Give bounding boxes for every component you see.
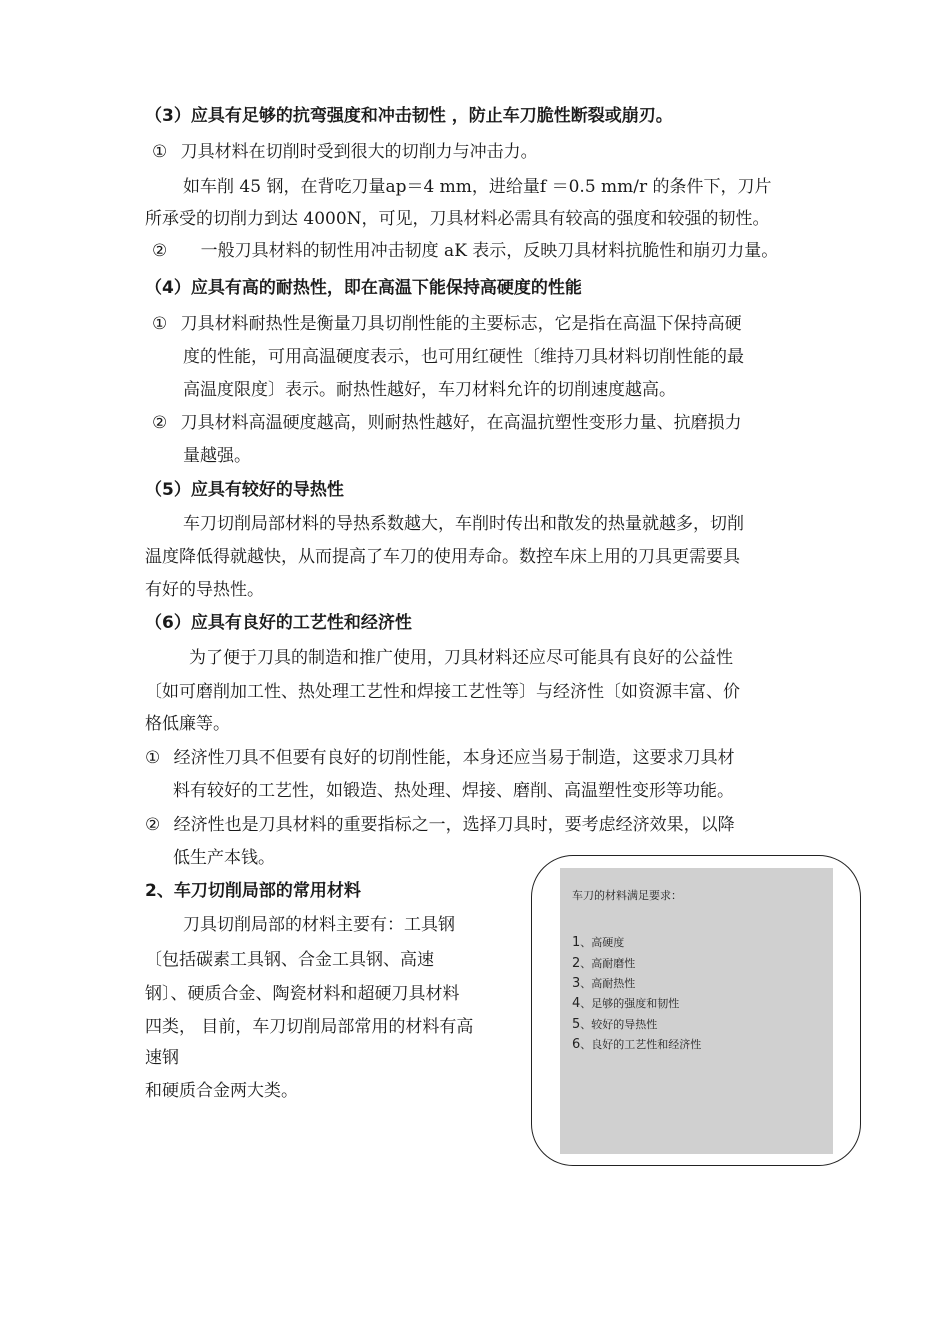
item-marker: ② bbox=[152, 413, 168, 433]
section-3-item-2 bbox=[152, 241, 778, 261]
callout-item-number: 5 bbox=[572, 1017, 581, 1032]
section-4-item-1-line-3: 高温度限度〕表示。耐热性越好，车刀材料允许的切削速度越高。 bbox=[183, 380, 676, 400]
callout-item bbox=[572, 975, 635, 991]
callout-item bbox=[572, 955, 635, 971]
section-2-line-3: 钢〕、硬质合金、陶瓷材料和超硬刀具材料 bbox=[145, 984, 460, 1004]
item-marker: ① bbox=[145, 748, 161, 768]
item-text: 经济性刀具不但要有良好的切削性能，本身还应当易于制造，这要求刀具材 bbox=[173, 748, 735, 768]
item-marker: ① bbox=[152, 142, 168, 162]
item-text: 刀具材料耐热性是衡量刀具切削性能的主要标志，它是指在高温下保持高硬 bbox=[180, 314, 742, 334]
section-3-para-line-1: 如车削 45 钢，在背吃刀量ap＝4 mm，进给量f ＝0.5 mm/r 的条件下，刀片 bbox=[183, 177, 772, 197]
section-6-line-3: 格低廉等。 bbox=[145, 714, 230, 734]
section-6-line-2: 〔如可磨削加工性、热处理工艺性和焊接工艺性等〕与经济性〔如资源丰富、价 bbox=[145, 682, 740, 702]
callout-item-label: 、较好的导热性 bbox=[580, 1018, 658, 1031]
section-3-heading: （3）应具有足够的抗弯强度和冲击韧性 ，防止车刀脆性断裂或崩刃。 bbox=[145, 106, 673, 126]
callout-item bbox=[572, 934, 624, 950]
callout-item bbox=[572, 1036, 701, 1052]
section-6-heading: （6）应具有良好的工艺性和经济性 bbox=[145, 613, 412, 633]
callout-item-number: 1 bbox=[572, 935, 581, 950]
section-6-line-1: 为了便于刀具的制造和推广使用，刀具材料还应尽可能具有良好的公益性 bbox=[189, 648, 733, 668]
requirements-callout bbox=[531, 855, 861, 1166]
section-2-heading: 2、车刀切削局部的常用材料 bbox=[145, 881, 361, 901]
callout-item-number: 6 bbox=[572, 1037, 581, 1052]
callout-title: 车刀的材料满足要求： bbox=[572, 889, 682, 902]
item-text: 经济性也是刀具材料的重要指标之一，选择刀具时，要考虑经济效果，以降 bbox=[173, 815, 735, 835]
section-6-item-1-line-2: 料有较好的工艺性，如锻造、热处理、焊接、磨削、高温塑性变形等功能。 bbox=[173, 781, 734, 801]
section-5-line-2: 温度降低得就越快，从而提高了车刀的使用寿命。数控车床上用的刀具更需要具 bbox=[145, 547, 740, 567]
section-6-item-1-line-1 bbox=[145, 748, 735, 768]
callout-item bbox=[572, 1016, 657, 1032]
callout-item-number: 2 bbox=[572, 956, 581, 971]
item-text: 刀具材料在切削时受到很大的切削力与冲击力。 bbox=[180, 142, 538, 162]
callout-item-label: 、高耐磨性 bbox=[580, 957, 636, 970]
callout-item-label: 、高耐热性 bbox=[580, 977, 636, 990]
section-3-para-line-2: 所承受的切削力到达 4000N，可见，刀具材料必需具有较高的强度和较强的韧性。 bbox=[145, 209, 770, 229]
section-5-line-3: 有好的导热性。 bbox=[145, 580, 264, 600]
callout-panel bbox=[560, 868, 833, 1154]
section-4-heading: （4）应具有高的耐热性，即在高温下能保持高硬度的性能 bbox=[145, 278, 582, 298]
callout-item bbox=[572, 995, 679, 1011]
section-2-line-6: 和硬质合金两大类。 bbox=[145, 1081, 298, 1101]
item-text: 一般刀具材料的韧性用冲击韧度 aK 表示，反映刀具材料抗脆性和崩刃力量。 bbox=[200, 241, 779, 261]
section-2-line-4: 四类， 目前，车刀切削局部常用的材料有高 bbox=[145, 1017, 474, 1037]
callout-item-label: 、良好的工艺性和经济性 bbox=[580, 1038, 702, 1051]
item-marker: ② bbox=[152, 241, 168, 261]
callout-item-label: 、高硬度 bbox=[580, 936, 625, 949]
callout-item-number: 4 bbox=[572, 996, 581, 1011]
section-4-item-1-line-2: 度的性能，可用高温硬度表示，也可用红硬性〔维持刀具材料切削性能的最 bbox=[183, 347, 744, 367]
section-6-item-2-line-2: 低生产本钱。 bbox=[173, 848, 275, 868]
callout-item-label: 、足够的强度和韧性 bbox=[580, 997, 680, 1010]
item-marker: ② bbox=[145, 815, 161, 835]
section-2-line-1: 刀具切削局部的材料主要有：工具钢 bbox=[183, 915, 455, 935]
section-4-item-1-line-1 bbox=[152, 314, 742, 334]
section-3-item-1 bbox=[152, 142, 538, 162]
item-marker: ① bbox=[152, 314, 168, 334]
section-5-line-1: 车刀切削局部材料的导热系数越大，车削时传出和散发的热量就越多，切削 bbox=[183, 514, 744, 534]
section-4-item-2-line-1 bbox=[152, 413, 742, 433]
section-5-heading: （5）应具有较好的导热性 bbox=[145, 480, 344, 500]
callout-item-number: 3 bbox=[572, 976, 581, 991]
section-2-line-2: 〔包括碳素工具钢、合金工具钢、高速 bbox=[145, 950, 434, 970]
section-6-item-2-line-1 bbox=[145, 815, 735, 835]
section-4-item-2-line-2: 量越强。 bbox=[183, 446, 251, 466]
item-text: 刀具材料高温硬度越高，则耐热性越好，在高温抗塑性变形力量、抗磨损力 bbox=[180, 413, 742, 433]
section-2-line-5: 速钢 bbox=[145, 1048, 179, 1068]
